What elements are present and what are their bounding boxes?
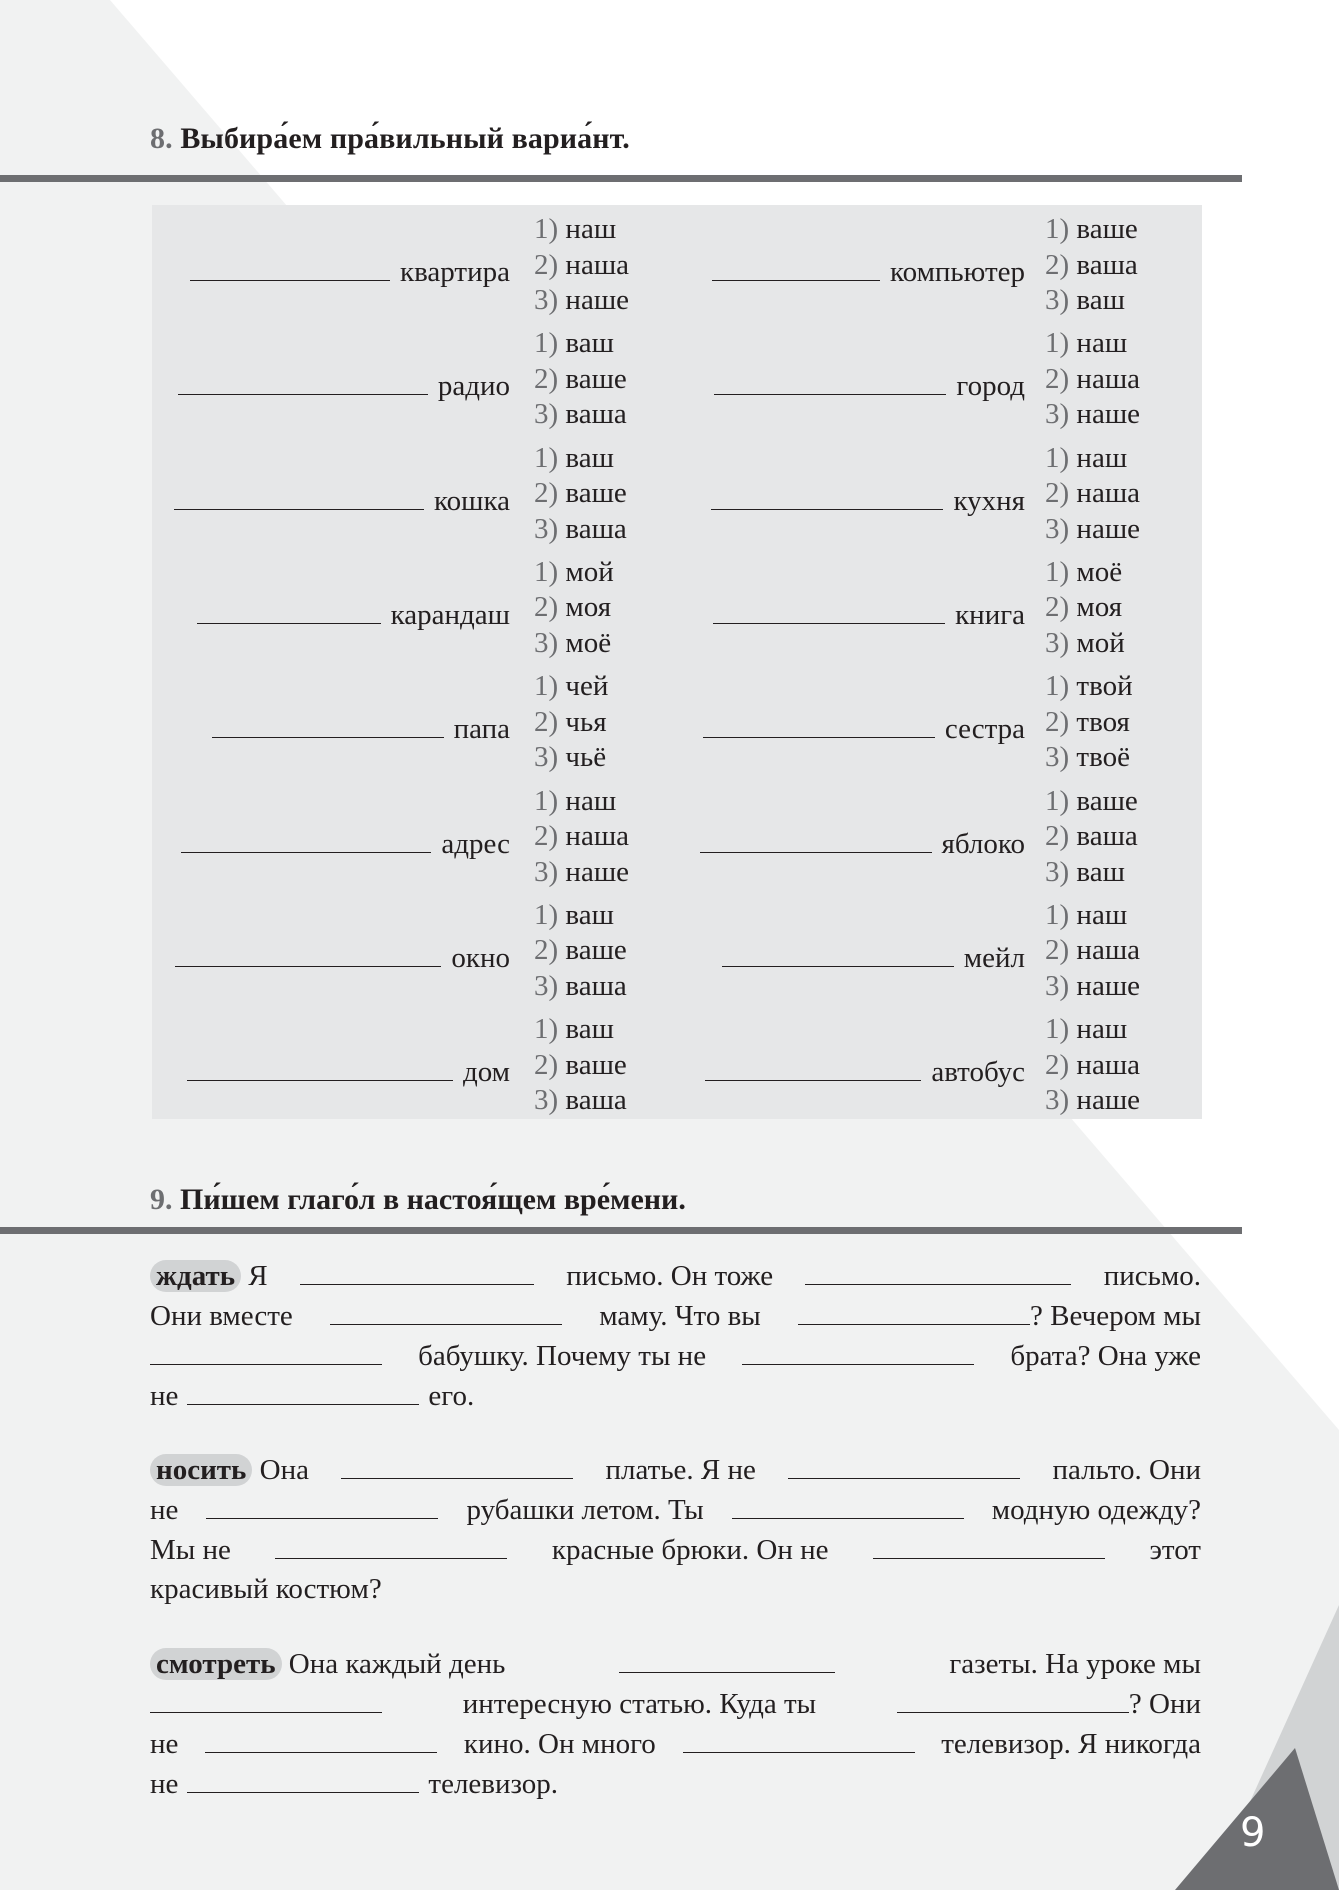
text: Она [259, 1454, 309, 1486]
option-number: 1) [534, 784, 566, 817]
text: газеты. На уроке мы [949, 1648, 1201, 1680]
option-number: 2) [534, 705, 566, 738]
choice-lead [625, 1050, 1025, 1089]
choice-lead [110, 593, 510, 632]
option-word: наше [565, 855, 630, 888]
option-item[interactable] [534, 248, 629, 284]
option-number: 2) [1045, 477, 1077, 510]
option-word: мой [1076, 626, 1125, 659]
choice-lead [110, 1050, 510, 1089]
text: Они вместе [150, 1300, 293, 1332]
option-item[interactable] [1045, 740, 1133, 776]
left-choice-item [110, 441, 510, 555]
task-8-rule [0, 175, 1242, 182]
option-number: 2) [534, 1048, 566, 1081]
option-word: наш [1076, 898, 1128, 931]
option-word: ваше [565, 934, 627, 967]
answer-blank[interactable] [788, 1450, 1020, 1479]
option-item[interactable] [534, 283, 629, 319]
text: интересную статью. Куда ты [462, 1688, 817, 1720]
option-list [1045, 212, 1138, 319]
option-list [1045, 1012, 1140, 1119]
option-number: 2) [534, 820, 566, 852]
option-number: 3) [1045, 626, 1077, 659]
text: ? Они [1128, 1688, 1201, 1720]
option-item[interactable] [534, 933, 627, 969]
answer-blank[interactable] [275, 1530, 507, 1559]
option-item[interactable] [1045, 819, 1138, 855]
option-number: 1) [534, 327, 566, 360]
option-word: моё [1076, 555, 1123, 588]
option-word: ваше [565, 1048, 627, 1081]
noun-label: автобус [931, 1056, 1025, 1089]
answer-blank[interactable] [714, 364, 946, 395]
option-number: 1) [1045, 1013, 1077, 1046]
option-item[interactable] [534, 1048, 627, 1084]
text: рубашки летом. Ты [466, 1494, 704, 1526]
answer-blank[interactable] [181, 822, 431, 853]
answer-blank[interactable] [175, 936, 441, 967]
answer-blank[interactable] [187, 1050, 453, 1081]
answer-blank[interactable] [873, 1530, 1105, 1559]
option-item[interactable] [1045, 326, 1140, 362]
right-choice-item [625, 1012, 1025, 1126]
answer-blank[interactable] [700, 822, 932, 853]
answer-blank[interactable] [205, 1724, 437, 1753]
text: красные брюки. Он не [551, 1534, 829, 1566]
option-word: чья [565, 705, 607, 738]
option-item[interactable] [1045, 590, 1125, 626]
noun-label: окно [451, 941, 510, 974]
option-list [534, 898, 627, 1005]
verb-chip-wait: ждать [150, 1260, 241, 1292]
option-item[interactable] [1045, 669, 1133, 705]
choice-lead [625, 479, 1025, 518]
answer-blank[interactable] [212, 707, 444, 738]
option-number: 1) [534, 213, 566, 245]
answer-blank[interactable] [732, 1490, 964, 1519]
answer-blank[interactable] [190, 250, 390, 281]
option-item[interactable] [1045, 898, 1140, 934]
option-word: наш [1076, 1013, 1128, 1046]
answer-blank[interactable] [705, 1050, 921, 1081]
answer-blank[interactable] [703, 707, 935, 738]
option-number: 3) [534, 398, 566, 431]
option-list [1045, 669, 1133, 776]
option-number: 1) [534, 555, 566, 588]
answer-blank[interactable] [187, 1764, 419, 1793]
right-choice-item [625, 669, 1025, 783]
text: Мы не [150, 1534, 231, 1566]
option-word: наше [1076, 512, 1141, 545]
page-number: 9 [1240, 1810, 1266, 1856]
option-list [1045, 784, 1138, 891]
text: красивый костюм? [150, 1573, 382, 1605]
option-item[interactable] [534, 512, 627, 548]
option-word: чьё [565, 741, 607, 774]
noun-label: карандаш [390, 598, 510, 631]
option-word: наше [565, 284, 630, 316]
verb-chip-watch: смотреть [150, 1648, 282, 1680]
option-number: 1) [534, 898, 566, 931]
option-number: 1) [1045, 441, 1077, 474]
answer-blank[interactable] [174, 479, 424, 510]
answer-blank[interactable] [805, 1256, 1071, 1285]
task-9-number: 9. [150, 1183, 173, 1216]
option-number: 2) [1045, 362, 1077, 395]
option-number: 3) [534, 1084, 566, 1117]
left-choice-item [110, 326, 510, 440]
option-word: наше [1076, 969, 1141, 1002]
option-number: 3) [534, 855, 566, 888]
option-number: 2) [1045, 934, 1077, 967]
option-item[interactable] [534, 740, 608, 776]
option-item[interactable] [534, 784, 629, 820]
answer-blank[interactable] [713, 593, 945, 624]
noun-label: книга [955, 598, 1025, 631]
option-number: 1) [534, 441, 566, 474]
noun-label: радио [437, 370, 510, 403]
option-number: 1) [1045, 327, 1077, 360]
option-number: 1) [534, 670, 566, 703]
noun-label: квартира [400, 256, 510, 288]
text: письмо. Он тоже [566, 1260, 774, 1292]
option-number: 3) [1045, 398, 1077, 431]
option-list [1045, 555, 1125, 662]
text: брата? Она уже [1010, 1340, 1201, 1372]
answer-blank[interactable] [206, 1490, 438, 1519]
option-list [1045, 441, 1140, 548]
task-9-rule [0, 1227, 1242, 1234]
answer-blank[interactable] [178, 364, 428, 395]
option-item[interactable] [534, 441, 627, 477]
option-number: 3) [1045, 512, 1077, 545]
answer-blank[interactable] [683, 1724, 915, 1753]
paragraph-wear [150, 1450, 1201, 1609]
text: ? Вечером мы [1030, 1300, 1201, 1332]
option-item[interactable] [1045, 441, 1140, 477]
option-item[interactable] [1045, 1048, 1140, 1084]
option-word: ваше [565, 477, 627, 510]
answer-blank[interactable] [150, 1336, 382, 1365]
text: кино. Он много [463, 1728, 656, 1760]
task-8-heading [150, 122, 630, 156]
text: Она каждый день [288, 1648, 506, 1680]
option-list [534, 212, 629, 319]
option-item[interactable] [1045, 283, 1138, 319]
option-item[interactable] [534, 969, 627, 1005]
option-item[interactable] [534, 476, 627, 512]
option-number: 1) [1045, 555, 1077, 588]
option-list [1045, 898, 1140, 1005]
option-number: 2) [1045, 820, 1077, 852]
noun-label: кошка [434, 484, 510, 517]
option-word: ваш [565, 327, 614, 360]
right-choice-item [625, 441, 1025, 555]
option-number: 3) [1045, 1084, 1077, 1117]
option-item[interactable] [1045, 512, 1140, 548]
left-choice-item [110, 1012, 510, 1126]
option-word: наша [1076, 1048, 1141, 1081]
option-item[interactable] [1045, 933, 1140, 969]
right-choice-item [625, 212, 1025, 326]
choice-lead [110, 936, 510, 975]
left-choice-item [110, 212, 510, 326]
option-number: 1) [1045, 213, 1077, 245]
task-9-heading [150, 1180, 1201, 1220]
option-number: 2) [534, 477, 566, 510]
noun-label: папа [453, 713, 510, 746]
right-choice-item [625, 898, 1025, 1012]
option-number: 3) [1045, 741, 1077, 774]
option-word: ваша [565, 1084, 627, 1117]
text: пальто. Они [1052, 1454, 1201, 1486]
option-item[interactable] [1045, 784, 1138, 820]
answer-blank[interactable] [330, 1296, 562, 1325]
text: телевизор. Я никогда [941, 1728, 1201, 1760]
option-word: ваш [565, 1013, 614, 1046]
choice-lead [110, 707, 510, 746]
task-8-number: 8. [150, 122, 173, 155]
option-item[interactable] [534, 555, 614, 591]
option-word: наша [565, 248, 630, 281]
choice-lead [110, 250, 510, 289]
option-item[interactable] [1045, 397, 1140, 433]
option-number: 3) [1045, 855, 1077, 888]
option-list [534, 555, 614, 662]
text: Я [248, 1260, 268, 1292]
option-number: 3) [1045, 284, 1077, 316]
option-word: ваша [565, 398, 627, 431]
option-list [534, 784, 629, 891]
option-list [534, 1012, 627, 1119]
option-number: 2) [534, 591, 566, 624]
option-word: ваша [565, 512, 627, 545]
text: этот [1149, 1534, 1201, 1566]
option-word: ваш [1076, 855, 1125, 888]
option-word: наш [1076, 441, 1128, 474]
text: письмо. [1103, 1260, 1201, 1292]
option-word: наше [1076, 1084, 1141, 1117]
option-word: ваше [1076, 784, 1138, 817]
answer-blank[interactable] [150, 1684, 382, 1713]
option-number: 2) [534, 248, 566, 281]
noun-label: мейл [963, 941, 1025, 974]
task-9-title: Пи́шем глаго́л в настоя́щем вре́мени. [180, 1183, 686, 1216]
option-number: 2) [1045, 591, 1077, 624]
answer-blank[interactable] [722, 936, 954, 967]
choice-lead [625, 250, 1025, 289]
choice-lead [625, 822, 1025, 861]
option-word: наше [1076, 398, 1141, 431]
text: не [150, 1728, 179, 1760]
choice-lead [110, 479, 510, 518]
option-word: наш [565, 784, 617, 817]
choice-lead [110, 822, 510, 861]
option-word: ваше [565, 362, 627, 395]
option-word: моё [565, 626, 612, 659]
answer-blank[interactable] [742, 1336, 974, 1365]
option-item[interactable] [1045, 626, 1125, 662]
option-item[interactable] [534, 898, 627, 934]
option-word: твоё [1076, 741, 1130, 774]
option-item[interactable] [534, 326, 627, 362]
noun-label: яблоко [941, 827, 1025, 860]
left-choice-item [110, 669, 510, 783]
option-number: 2) [1045, 248, 1077, 281]
answer-blank[interactable] [341, 1450, 573, 1479]
option-number: 1) [1045, 784, 1077, 817]
text: не [150, 1768, 179, 1800]
option-item[interactable] [1045, 555, 1125, 591]
choice-lead [625, 936, 1025, 975]
choice-lead [110, 364, 510, 403]
left-choice-item [110, 898, 510, 1012]
answer-blank[interactable] [619, 1644, 835, 1673]
option-number: 3) [534, 969, 566, 1002]
option-item[interactable] [534, 1012, 627, 1048]
option-item[interactable] [1045, 362, 1140, 398]
answer-blank[interactable] [197, 593, 381, 624]
option-list [1045, 326, 1140, 433]
option-number: 2) [534, 934, 566, 967]
noun-label: кухня [953, 484, 1025, 517]
option-number: 3) [534, 512, 566, 545]
text: платье. Я не [605, 1454, 756, 1486]
option-word: ваша [1076, 820, 1138, 852]
answer-blank[interactable] [300, 1256, 534, 1285]
option-number: 3) [1045, 969, 1077, 1002]
text: не [150, 1380, 179, 1412]
option-word: твоя [1076, 705, 1130, 738]
option-list [534, 441, 627, 548]
option-item[interactable] [534, 705, 608, 741]
answer-blank[interactable] [897, 1684, 1129, 1713]
option-item[interactable] [534, 855, 629, 891]
option-number: 2) [1045, 1048, 1077, 1081]
noun-label: компьютер [890, 256, 1025, 288]
option-item[interactable] [1045, 969, 1140, 1005]
option-number: 3) [534, 284, 566, 316]
task-8-title: Выбира́ем пра́вильный вариа́нт. [180, 122, 630, 155]
option-word: ваш [1076, 284, 1125, 316]
noun-label: адрес [441, 827, 510, 860]
answer-blank[interactable] [187, 1376, 419, 1405]
option-number: 1) [534, 1013, 566, 1046]
option-word: наша [1076, 477, 1141, 510]
option-item[interactable] [534, 590, 614, 626]
paragraph-wait [150, 1256, 1201, 1416]
right-choice-item [625, 555, 1025, 669]
option-word: мой [565, 555, 614, 588]
left-choice-item [110, 784, 510, 898]
option-item[interactable] [534, 1083, 627, 1119]
option-item[interactable] [1045, 1012, 1140, 1048]
option-word: наша [1076, 362, 1141, 395]
option-item[interactable] [534, 212, 629, 248]
answer-blank[interactable] [711, 479, 943, 510]
option-list [534, 326, 627, 433]
right-choice-item [625, 326, 1025, 440]
option-list [534, 669, 608, 776]
text: не [150, 1494, 179, 1526]
option-item[interactable] [1045, 705, 1133, 741]
option-item[interactable] [1045, 212, 1138, 248]
option-number: 3) [534, 741, 566, 774]
noun-label: город [956, 370, 1025, 403]
choice-lead [625, 707, 1025, 746]
option-word: твой [1076, 670, 1133, 703]
noun-label: дом [462, 1056, 510, 1089]
option-item[interactable] [1045, 855, 1138, 891]
option-item[interactable] [1045, 1083, 1140, 1119]
left-choice-item [110, 555, 510, 669]
answer-blank[interactable] [712, 250, 880, 281]
option-item[interactable] [534, 397, 627, 433]
option-word: ваша [1076, 248, 1138, 281]
answer-blank[interactable] [798, 1296, 1030, 1325]
option-item[interactable] [1045, 476, 1140, 512]
option-number: 3) [534, 626, 566, 659]
option-word: ваш [565, 898, 614, 931]
option-item[interactable] [534, 362, 627, 398]
option-word: ваше [1076, 213, 1138, 245]
option-item[interactable] [534, 626, 614, 662]
option-item[interactable] [534, 669, 608, 705]
option-word: чей [565, 670, 609, 703]
option-word: ваш [565, 441, 614, 474]
text: модную одежду? [991, 1494, 1201, 1526]
option-word: наша [565, 820, 630, 852]
option-item[interactable] [534, 819, 629, 855]
text: маму. Что вы [599, 1300, 761, 1332]
option-number: 1) [1045, 670, 1077, 703]
option-number: 2) [534, 362, 566, 395]
verb-chip-wear: носить [150, 1454, 252, 1486]
right-choice-item [625, 784, 1025, 898]
option-number: 2) [1045, 705, 1077, 738]
option-item[interactable] [1045, 248, 1138, 284]
option-number: 1) [1045, 898, 1077, 931]
text: бабушку. Почему ты не [418, 1340, 707, 1372]
option-word: наш [1076, 327, 1128, 360]
choice-lead [625, 593, 1025, 632]
option-word: моя [565, 591, 612, 624]
option-word: наш [565, 213, 617, 245]
text: телевизор. [428, 1768, 559, 1800]
paragraph-watch [150, 1644, 1201, 1804]
option-word: ваша [565, 969, 627, 1002]
text: его. [428, 1380, 475, 1412]
option-word: моя [1076, 591, 1123, 624]
option-word: наша [1076, 934, 1141, 967]
noun-label: сестра [944, 713, 1025, 746]
choice-lead [625, 364, 1025, 403]
